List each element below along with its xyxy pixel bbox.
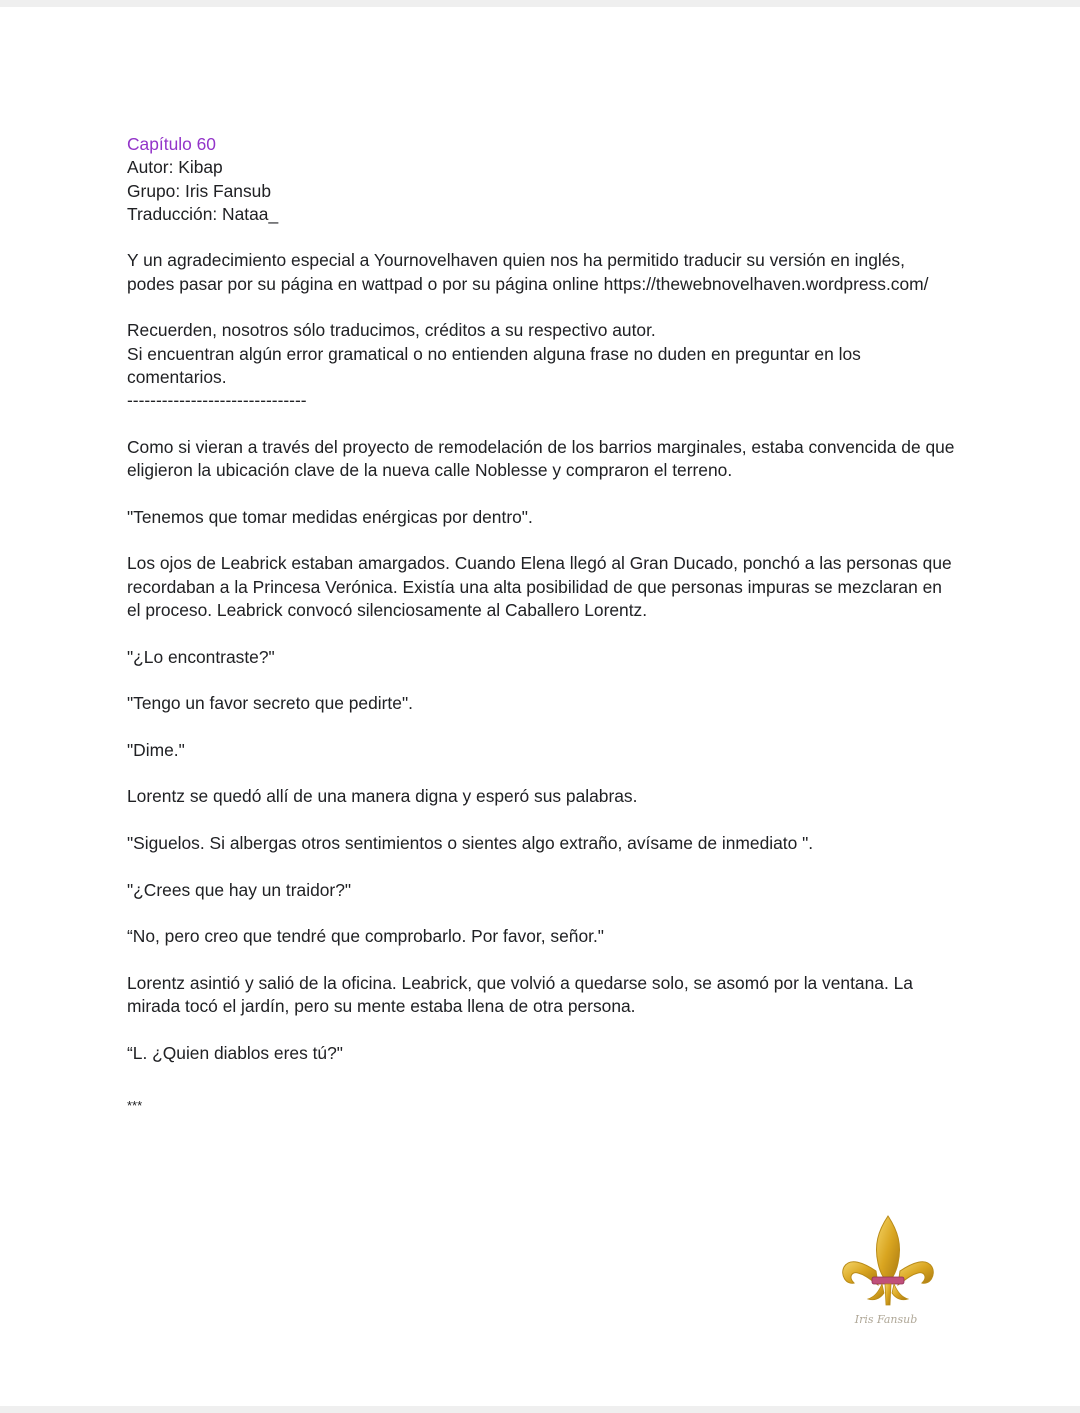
notice-line-2: Si encuentran algún error gramatical o no entienden alguna frase no duden en preguntar en los <box>127 343 861 364</box>
notice-line-3: comentarios. <box>127 366 227 387</box>
story-paragraph: "Tenemos que tomar medidas enérgicas por dentro". <box>127 506 533 527</box>
top-edge <box>0 0 1080 7</box>
divider: ------------------------------- <box>127 390 307 411</box>
notice-line-1: Recuerden, nosotros sólo traducimos, créditos a su respectivo autor. <box>127 320 656 341</box>
thanks-line-2: podes pasar por su página en wattpad o por su página online https://thewebnovelhaven.wordpress.com/ <box>127 273 929 294</box>
story-paragraph: Lorentz se quedó allí de una manera digna y esperó sus palabras. <box>127 786 638 807</box>
spacer <box>127 413 957 436</box>
author-line: Autor: Kibap <box>127 157 223 178</box>
fleur-de-lis-icon <box>838 1213 938 1333</box>
story-paragraph: "¿Crees que hay un traidor?" <box>127 879 352 900</box>
thanks-line-1: Y un agradecimiento especial a Yournovelhaven quien nos ha permitido traducir su versión en inglés, <box>127 250 905 271</box>
story-paragraph: "¿Lo encontraste?" <box>127 646 275 667</box>
story-paragraph: "Dime." <box>127 739 185 760</box>
story-paragraph: "Tengo un favor secreto que pedirte". <box>127 693 413 714</box>
translation-line: Traducción: Nataa_ <box>127 203 279 224</box>
chapter-title: Capítulo 60 <box>127 134 216 154</box>
story-paragraph: “No, pero creo que tendré que comprobarlo. Por favor, señor." <box>127 926 604 947</box>
group-line: Grupo: Iris Fansub <box>127 180 272 201</box>
story-paragraph: "Siguelos. Si albergas otros sentimientos o sientes algo extraño, avísame de inmediato ". <box>127 832 814 853</box>
story-paragraph: Lorentz asintió y salió de la oficina. Leabrick, que volvió a quedarse solo, se asomó por la ventana. La mirada tocó el jardín, pero su mente estaba llena de otra persona. <box>127 972 913 1016</box>
logo-signature: Iris Fansub <box>854 1313 918 1326</box>
story-paragraph: Como si vieran a través del proyecto de remodelación de los barrios marginales, estaba convencida de que eligieron la ubicación clave de la nueva calle Noblesse y compraron el terreno. <box>127 436 955 481</box>
iris-fansub-logo <box>838 1213 938 1333</box>
story-paragraph: “L. ¿Quien diablos eres tú?" <box>127 1042 343 1063</box>
spacer <box>127 296 957 319</box>
document-page <box>127 133 957 1114</box>
end-mark: *** <box>127 1097 143 1113</box>
spacer <box>127 226 957 249</box>
bottom-edge <box>0 1406 1080 1413</box>
story-paragraph: Los ojos de Leabrick estaban amargados. Cuando Elena llegó al Gran Ducado, ponchó a las personas que recordaban a la Princesa Verónica. Existía una alta posibilidad de que personas impuras se mezclaran en el proceso. Leabrick convocó silenciosamente al Caballero Lorentz. <box>127 553 952 620</box>
